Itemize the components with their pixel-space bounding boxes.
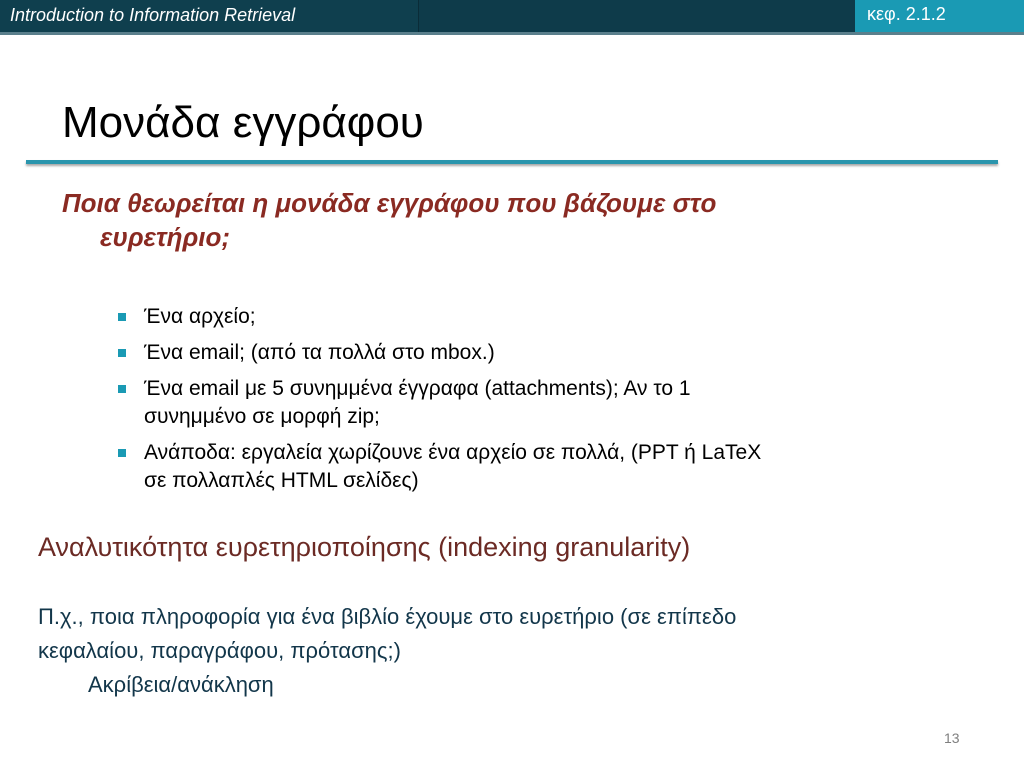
header-bar [0,0,1024,32]
bullet-item [118,375,938,431]
page-number: 13 [944,730,960,746]
bullet-text: Ένα αρχείο; [144,305,256,328]
bullet-item [118,339,938,367]
question-line-1: Ποια θεωρείται η μονάδα εγγράφου που βάζουμε στο [62,188,717,218]
bullet-text: Ένα email με 5 συνημμένα έγγραφα (attachments); Αν το 1 [144,377,691,400]
section-heading: Αναλυτικότητα ευρετηριοποίησης (indexing granularity) [38,532,691,562]
example-line-2: κεφαλαίου, παραγράφου, πρότασης;) [38,638,401,663]
bullet-item [118,439,938,495]
square-bullet-icon [118,349,126,357]
square-bullet-icon [118,313,126,321]
bullet-text-continued: σε πολλαπλές HTML σελίδες) [144,469,419,492]
example-line-1: Π.χ., ποια πληροφορία για ένα βιβλίο έχουμε στο ευρετήριο (σε επίπεδο [38,604,737,629]
square-bullet-icon [118,385,126,393]
header-chapter-panel [855,0,1024,32]
bullet-item [118,303,938,331]
square-bullet-icon [118,449,126,457]
example-text [38,600,938,668]
question-text [62,186,882,254]
header-divider [0,32,1024,35]
chapter-label: κεφ. 2.1.2 [867,4,946,24]
example-subitem: Ακρίβεια/ανάκληση [88,672,274,697]
title-rule [26,160,998,164]
header-title-panel [0,0,419,32]
bullet-text-continued: συνημμένο σε μορφή zip; [144,405,380,428]
bullet-text: Ένα email; (από τα πολλά στο mbox.) [144,341,495,364]
bullet-text: Ανάποδα: εργαλεία χωρίζουνε ένα αρχείο σε πολλά, (PPT ή LaTeX [144,441,762,464]
header-title: Introduction to Information Retrieval [10,5,296,25]
bullet-list [118,303,938,503]
slide-title: Μονάδα εγγράφου [62,98,424,147]
question-line-2: ευρετήριο; [100,222,231,252]
